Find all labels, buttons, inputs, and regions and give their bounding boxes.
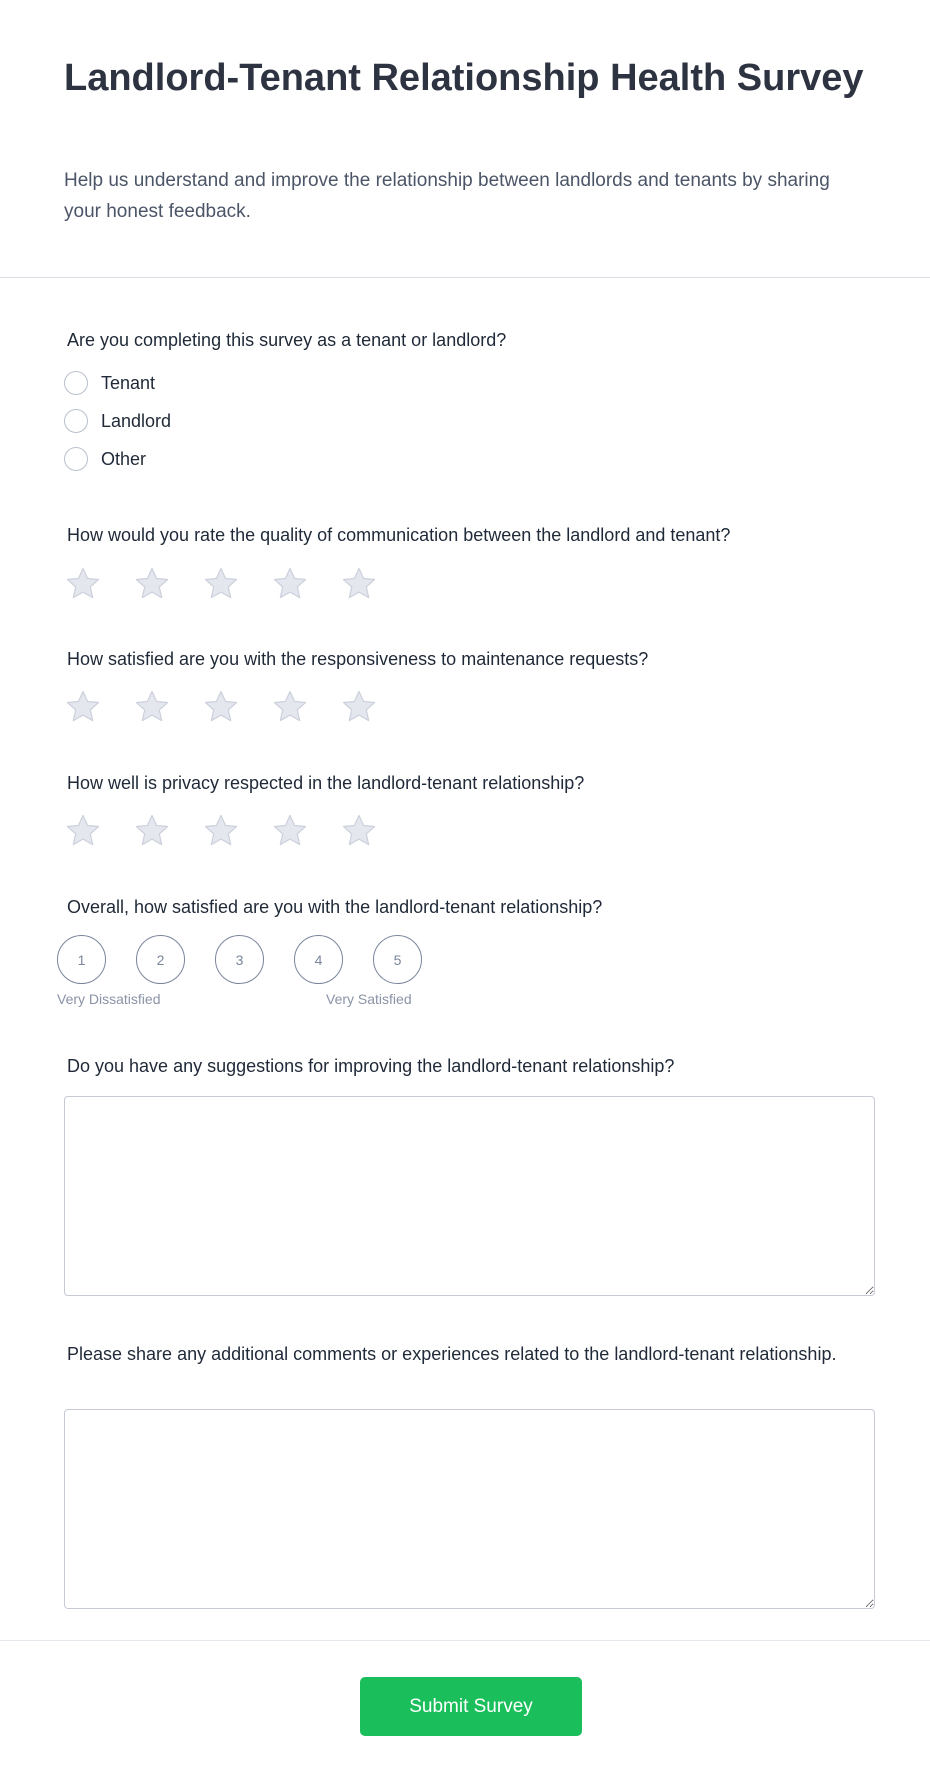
question-comments-label: Please share any additional comments or experiences related to the landlord-tenant relationship. — [67, 1344, 837, 1364]
submit-survey-button[interactable]: Submit Survey — [360, 1677, 582, 1736]
suggestions-textarea[interactable] — [64, 1096, 875, 1296]
star-icon[interactable] — [271, 812, 309, 850]
scale-low-label: Very Dissatisfied — [57, 991, 161, 1007]
radio-button[interactable] — [64, 409, 88, 433]
question-overall-label: Overall, how satisfied are you with the landlord-tenant relationship? — [67, 897, 603, 917]
star-rating-communication[interactable] — [64, 565, 378, 603]
star-icon[interactable] — [271, 688, 309, 726]
star-icon[interactable] — [340, 812, 378, 850]
comments-textarea[interactable] — [64, 1409, 875, 1609]
radio-label: Tenant — [101, 372, 156, 393]
scale-option-3[interactable]: 3 — [215, 935, 264, 984]
page-subtitle: Help us understand and improve the relationship between landlords and tenants by sharing your honest feedback. — [64, 170, 830, 222]
star-icon[interactable] — [133, 688, 171, 726]
star-icon[interactable] — [340, 688, 378, 726]
star-icon[interactable] — [64, 812, 102, 850]
radio-option-tenant[interactable] — [64, 370, 155, 396]
question-communication-label: How would you rate the quality of communication between the landlord and tenant? — [67, 525, 731, 545]
radio-option-other[interactable] — [64, 446, 146, 472]
star-icon[interactable] — [202, 812, 240, 850]
star-icon[interactable] — [133, 812, 171, 850]
satisfaction-scale — [57, 935, 422, 984]
star-icon[interactable] — [64, 688, 102, 726]
radio-label: Other — [101, 448, 147, 469]
scale-high-label: Very Satisfied — [326, 991, 412, 1007]
question-privacy-label: How well is privacy respected in the landlord-tenant relationship? — [67, 773, 585, 793]
radio-option-landlord[interactable] — [64, 408, 171, 434]
question-maintenance-label: How satisfied are you with the responsiveness to maintenance requests? — [67, 649, 649, 669]
question-suggestions-label: Do you have any suggestions for improving the landlord-tenant relationship? — [67, 1056, 675, 1076]
question-role-label: Are you completing this survey as a tenant or landlord? — [67, 330, 507, 350]
star-icon[interactable] — [340, 565, 378, 603]
radio-button[interactable] — [64, 447, 88, 471]
scale-option-2[interactable]: 2 — [136, 935, 185, 984]
radio-label: Landlord — [101, 410, 172, 431]
star-rating-maintenance[interactable] — [64, 688, 378, 726]
radio-button[interactable] — [64, 371, 88, 395]
star-icon[interactable] — [202, 565, 240, 603]
star-rating-privacy[interactable] — [64, 812, 378, 850]
footer-divider — [0, 1640, 930, 1641]
star-icon[interactable] — [271, 565, 309, 603]
header-divider — [0, 277, 930, 278]
star-icon[interactable] — [133, 565, 171, 603]
scale-option-4[interactable]: 4 — [294, 935, 343, 984]
page-title: Landlord-Tenant Relationship Health Survey — [64, 57, 864, 99]
scale-option-1[interactable]: 1 — [57, 935, 106, 984]
star-icon[interactable] — [64, 565, 102, 603]
star-icon[interactable] — [202, 688, 240, 726]
scale-option-5[interactable]: 5 — [373, 935, 422, 984]
